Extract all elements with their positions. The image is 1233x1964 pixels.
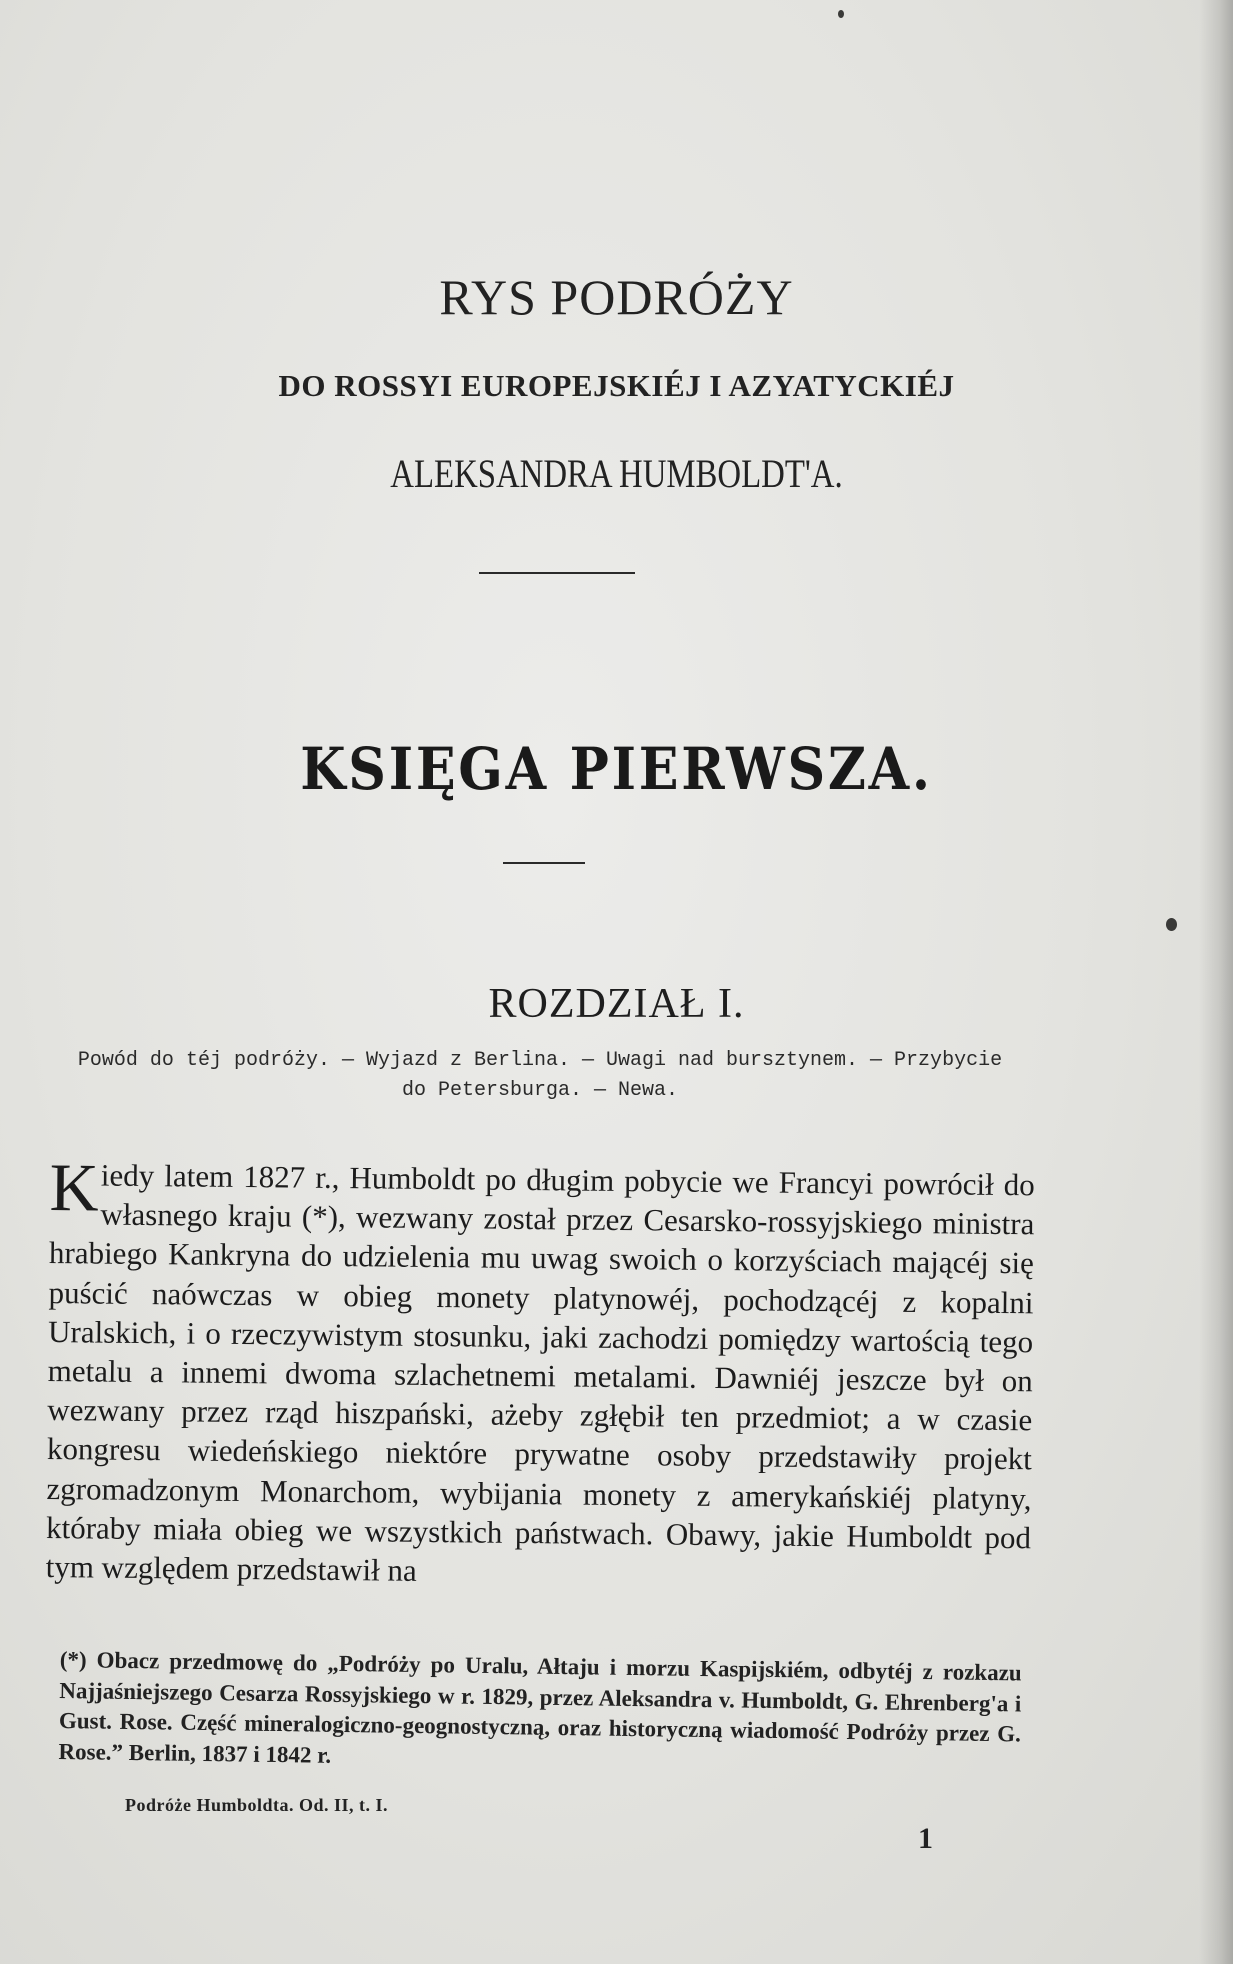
- footnote: (*) Obacz przedmowę do „Podróży po Uralu, Ałtaju i morzu Kaspijskiém, odbytéj z rozkazu Najjaśniejszego Cesarza Rossyjskiego w r. 1829, przez Aleksandra v. Humboldt, G. Ehrenberg'a i Gust. Rose. Część mineralogiczno-geognostyczną, oraz historyczną wiadomość Podróży przez G. Rose.” Berlin, 1837 i 1842 r.: [58, 1646, 1022, 1768]
- divider-rule: [503, 862, 585, 864]
- book-author: ALEKSANDRA HUMBOLDT'A.: [390, 451, 843, 496]
- book-part-heading: KSIĘGA PIERWSZA.: [300, 735, 933, 803]
- body-text: iedy latem 1827 r., Humboldt po długim pobycie we Francyi powrócił do własnego kraju (*), wezwany został przez Cesarsko-rossyjskiego ministra hrabiego Kankryna do udzielenia mu uwag swoich o korzyściach mającéj się puścić naówczas w obieg monety platynowéj, pochodzącéj z kopalni Uralskich, i o rzeczywistym stosunku, jaki zachodzi pomiędzy wartością tego metalu a innemi dwoma szlachetnemi metalami. Dawniéj jeszcze był on wezwany przez rząd hiszpański, ażeby zgłębił ten przedmiot; a w czasie kongresu wiedeńskiego niektóre prywatne osoby przedstawiły projekt zgromadzonym Monarchom, wybijania monety z amerykańskiéj platyny, któraby miała obieg we wszystkich państwach. Obawy, jakie Humboldt pod tym względem przedstawił na: [45, 1157, 1035, 1588]
- body-paragraph: [45, 1149, 1035, 1597]
- ink-spot: [838, 10, 844, 18]
- divider-rule: [479, 572, 635, 574]
- ink-spot: [1166, 918, 1177, 931]
- chapter-summary: Powód do téj podróży. — Wyjazd z Berlina. — Uwagi nad bursztynem. — Przybycie do Petersburga. — Newa.: [77, 1049, 1003, 1102]
- page-number: 1: [918, 1822, 933, 1855]
- drop-cap: K: [49, 1149, 100, 1226]
- signature-line: Podróże Humboldta. Od. II, t. I.: [125, 1795, 389, 1815]
- book-subtitle: DO ROSSYI EUROPEJSKIÉJ I AZYATYCKIÉJ: [278, 368, 955, 403]
- book-title: RYS PODRÓŻY: [439, 269, 794, 325]
- chapter-heading: ROZDZIAŁ I.: [488, 981, 745, 1027]
